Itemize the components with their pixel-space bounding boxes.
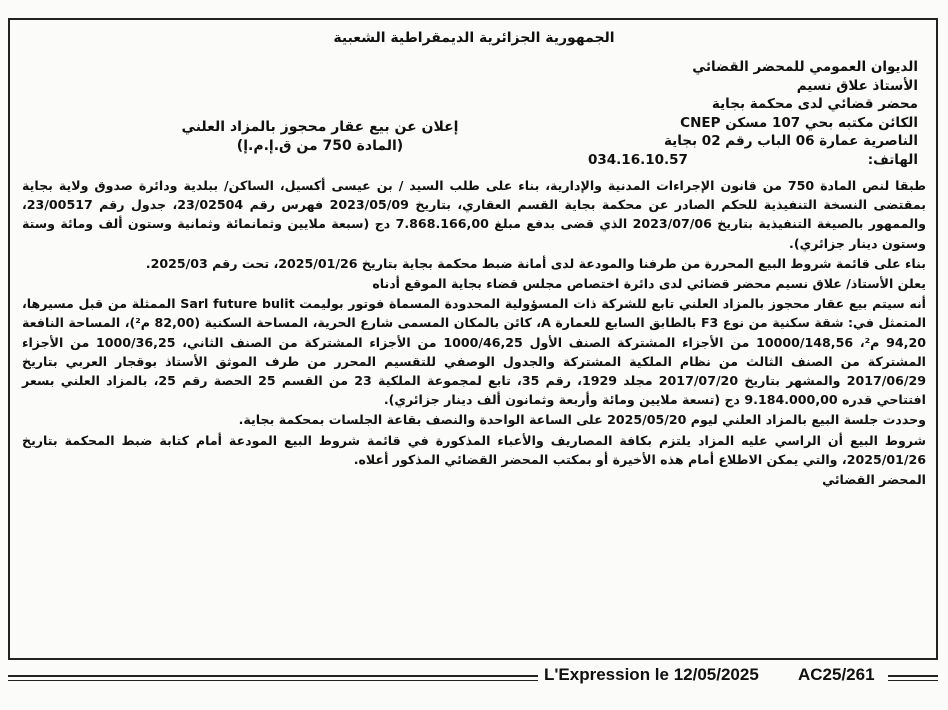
office-line-3: محضر قضائي لدى محكمة بجاية bbox=[711, 96, 918, 112]
office-line-2: الأستاذ علاق نسيم bbox=[796, 77, 918, 94]
bailiff-office-block bbox=[588, 58, 918, 169]
paragraph-announcer: يعلن الأستاذ/ علاق نسيم محضر قضائي لدى دائرة اختصاص مجلس قضاء بجاية الموقع أدناه bbox=[372, 276, 926, 292]
notice-title: إعلان عن بيع عقار محجوز بالمزاد العلني bbox=[181, 119, 459, 135]
phone-label: الهاتف: bbox=[867, 151, 918, 168]
office-line-1: الديوان العمومي للمحضر القضائي bbox=[692, 59, 918, 75]
paragraph-property-description: أنه سيتم بيع عقار محجوز بالمزاد العلني تابع للشركة ذات المسؤولية المحدودة المسماة فوتور بوليمت Sarl future bulit الممثلة من قبل مسيرها، المتمثل في: شقة سكنية من نوع F3 بالطابق السابع للعمارة A، كائن بالمكان المسمى شارع الحرية، المساحة السكنية (82,00 م²)، المساحة النافعة 94,20 م²، 10000/148,56 من الأجزاء المشتركة الصنف الأول 1000/46,25 من الأجزاء المشتركة من الصنف الثاني، 1000/36,25 من الأجزاء المشتركة من الصنف الثالث من نظام الملكية المشتركة والجدول الوصفي للتقسيم المحرر من طرف الموثق الأستاذ بوقجار العربي بتاريخ 2017/06/29 والمشهر بتاريخ 2017/07/20 مجلد 1929، رقم 35، تابع لمجموعة الملكية 23 من القسم 25 الحصة رقم 25، بالمزاد العلني بسعر افتتاحي قدره 9.184.000,00 دج (تسعة ملايين ومائة وأربعة وثمانون ألف دينار جزائري). bbox=[22, 296, 927, 408]
publication-label: L'Expression le 12/05/2025 bbox=[544, 665, 759, 684]
footer-rule-left bbox=[8, 675, 538, 681]
publication-footer bbox=[0, 662, 948, 690]
republic-header: الجمهورية الجزائرية الديمقراطية الشعبية bbox=[333, 30, 615, 46]
paragraph-conditions-list: بناء على قائمة شروط البيع المحررة من طرفنا والمودعة لدى أمانة ضبط محكمة بجاية بتاريخ 2025/01/26، تحت رقم 2025/03. bbox=[145, 255, 926, 271]
notice-title-block bbox=[130, 118, 510, 156]
paragraph-legal-basis: طبقا لنص المادة 750 من قانون الإجراءات المدنية والإدارية، بناء على طلب السيد / بن عيسى أكسيل، الساكن/ ببلدية ودائرة صدوق ولاية بجاية بمقتضى النسخة التنفيذية للحكم الصادر عن محكمة بجاية القسم العقاري، بتاريخ 2023/05/09 فهرس رقم 23/02504، جدول رقم 23/00517، والممهور بالصيغة التنفيذية بتاريخ 2023/07/06 الذي قضى بدفع مبلغ 7.868.166,00 دج (سبعة ملايين وثمانمائة وثمانية وستون ألف ومائة وستة وستون دينار جزائري). bbox=[22, 178, 926, 251]
office-line-5: الناصرية عمارة 06 الباب رقم 02 بجاية bbox=[663, 133, 918, 149]
notice-subtitle: (المادة 750 من ق.إ.م.إ) bbox=[236, 138, 404, 154]
office-phone-row bbox=[588, 151, 918, 170]
paragraph-auction-session: وحددت جلسة البيع بالمزاد العلني ليوم 2025/05/20 على الساعة الواحدة والنصف بقاعة الجلسات بمحكمة بجاية. bbox=[238, 412, 926, 428]
signature: المحضر القضائي bbox=[822, 472, 926, 488]
notice-body bbox=[22, 176, 926, 490]
phone-number: 034.16.10.57 bbox=[588, 151, 688, 168]
reference-code: AC25/261 bbox=[798, 665, 875, 684]
footer-rule-right bbox=[888, 675, 938, 681]
office-line-4: الكائن مكتبه بحي 107 مسكن CNEP bbox=[680, 114, 918, 131]
paragraph-sale-conditions: شروط البيع أن الراسي عليه المزاد يلتزم بكافة المصاريف والأعباء المذكورة في قائمة شروط البيع المودعة أمام كتابة ضبط المحكمة بتاريخ 2025/01/26، والتي يمكن الاطلاع أمام هذه الأخيرة أو بمكتب المحضر القضائي المذكور أعلاه. bbox=[22, 432, 926, 467]
